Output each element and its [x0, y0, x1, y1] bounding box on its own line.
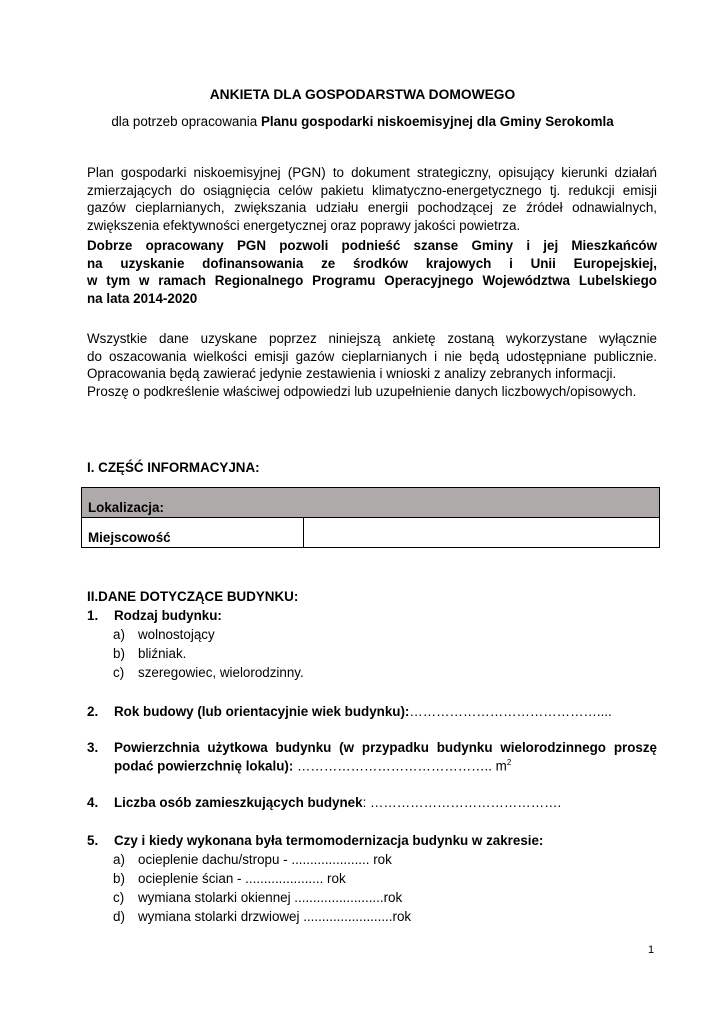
option-letter: b) [113, 871, 125, 886]
funding-line: Dobrze opracowany PGN pozwoli podnieść szanse Gminy i jej Mieszkańców [87, 238, 657, 253]
question-2 [87, 704, 657, 722]
question-number: 5. [87, 833, 99, 848]
funding-line: na lata 2014-2020 [87, 290, 198, 306]
question-label: Czy i kiedy wykonana była termomodernizacja budynku w zakresie: [114, 833, 544, 848]
option-text: ocieplenie dachu/stropu - ..................... rok [138, 852, 392, 867]
question-4 [87, 795, 657, 813]
answer-blank[interactable]: …………………………………….. m [293, 758, 507, 774]
answer-blank[interactable]: …………………………………….... [409, 704, 612, 719]
option-item[interactable] [113, 852, 392, 867]
answer-blank[interactable]: : ……………………………………. [362, 795, 562, 810]
section-2-heading: II.DANE DOTYCZĄCE BUDYNKU: [87, 589, 299, 604]
document-subtitle [0, 114, 725, 129]
option-item[interactable] [113, 665, 304, 680]
question-label: Rok budowy (lub orientacyjnie wiek budynku): [114, 704, 410, 719]
intro-line: zwiększenia efektywności energetycznej oraz poprawy jakości powietrza. [87, 217, 521, 233]
funding-paragraph [87, 237, 657, 307]
location-table [81, 487, 660, 548]
privacy-line: do oszacowania wielkości emisji gazów cieplarnianych i nie będą udostępniane publicznie. [87, 348, 657, 364]
option-text: wymiana stolarki drzwiowej ........................rok [138, 909, 412, 924]
option-letter: a) [113, 852, 125, 867]
option-text: szeregowiec, wielorodzinny. [138, 665, 304, 680]
instruction-text: Proszę o podkreślenie właściwej odpowiedzi lub uzupełnienie danych liczbowych/opisowych. [87, 384, 637, 399]
privacy-line: Opracowania będą zawierać jedynie zestawienia i wnioski z analizy zebranych informacji. [87, 366, 617, 381]
privacy-line: Wszystkie dane uzyskane poprzez niniejszą ankietę zostaną wykorzystane wyłącznie [87, 331, 657, 346]
intro-line: Plan gospodarki niskoemisyjnej (PGN) to dokument strategiczny, opisujący kierunki działań [87, 165, 657, 180]
option-item[interactable] [113, 627, 215, 642]
question-number: 1. [87, 608, 99, 623]
intro-line: zmierzających do osiągnięcia celów pakietu klimatyczno-energetycznego tj. redukcji emisji [87, 182, 657, 198]
intro-line: gazów cieplarnianych, zwiększania udziału energii pochodzącej ze źródeł odnawialnych, [87, 200, 657, 215]
page-number: 1 [648, 944, 655, 956]
instruction-line [87, 383, 657, 401]
locality-input-cell[interactable] [304, 518, 660, 548]
question-label-cont: podać powierzchnię lokalu): [114, 758, 294, 774]
question-1 [87, 608, 657, 626]
option-text: ocieplenie ścian - ..................... rok [138, 871, 346, 886]
section-1-heading: I. CZĘŚĆ INFORMACYJNA: [87, 460, 260, 475]
question-3 [87, 740, 657, 776]
option-item[interactable] [113, 871, 346, 886]
question-number: 4. [87, 795, 99, 810]
option-text: wolnostojący [138, 627, 215, 642]
location-table-header: Lokalizacja: [82, 488, 660, 518]
question-label: Liczba osób zamieszkujących budynek [114, 795, 363, 810]
question-5 [87, 833, 657, 851]
funding-line: w tym w ramach Regionalnego Programu Operacyjnego Województwa Lubelskiego [87, 273, 657, 288]
option-text: bliźniak. [138, 646, 187, 661]
subtitle-prefix: dla potrzeb opracowania [111, 114, 261, 129]
funding-line: na uzyskanie dofinansowania ze środków krajowych i Unii Europejskiej, [87, 255, 657, 271]
document-title: ANKIETA DLA GOSPODARSTWA DOMOWEGO [209, 87, 516, 102]
question-label: Powierzchnia użytkowa budynku (w przypadku budynku wielorodzinnego proszę [114, 740, 657, 755]
option-item[interactable] [113, 646, 186, 661]
unit-superscript: 2 [506, 758, 512, 767]
question-label: Rodzaj budynku: [114, 608, 222, 623]
option-letter: c) [113, 665, 125, 680]
option-letter: a) [113, 627, 125, 642]
option-letter: b) [113, 646, 125, 661]
option-text: wymiana stolarki okiennej ........................rok [138, 890, 403, 905]
option-item[interactable] [113, 909, 411, 924]
question-number: 3. [87, 740, 99, 755]
intro-paragraph [87, 164, 657, 234]
question-number: 2. [87, 704, 99, 719]
subtitle-bold: Planu gospodarki niskoemisyjnej dla Gminy Serokomla [260, 114, 614, 129]
privacy-paragraph [87, 330, 657, 383]
option-letter: d) [113, 909, 125, 924]
locality-label: Miejscowość [82, 518, 304, 548]
option-item[interactable] [113, 890, 402, 905]
option-letter: c) [113, 890, 125, 905]
